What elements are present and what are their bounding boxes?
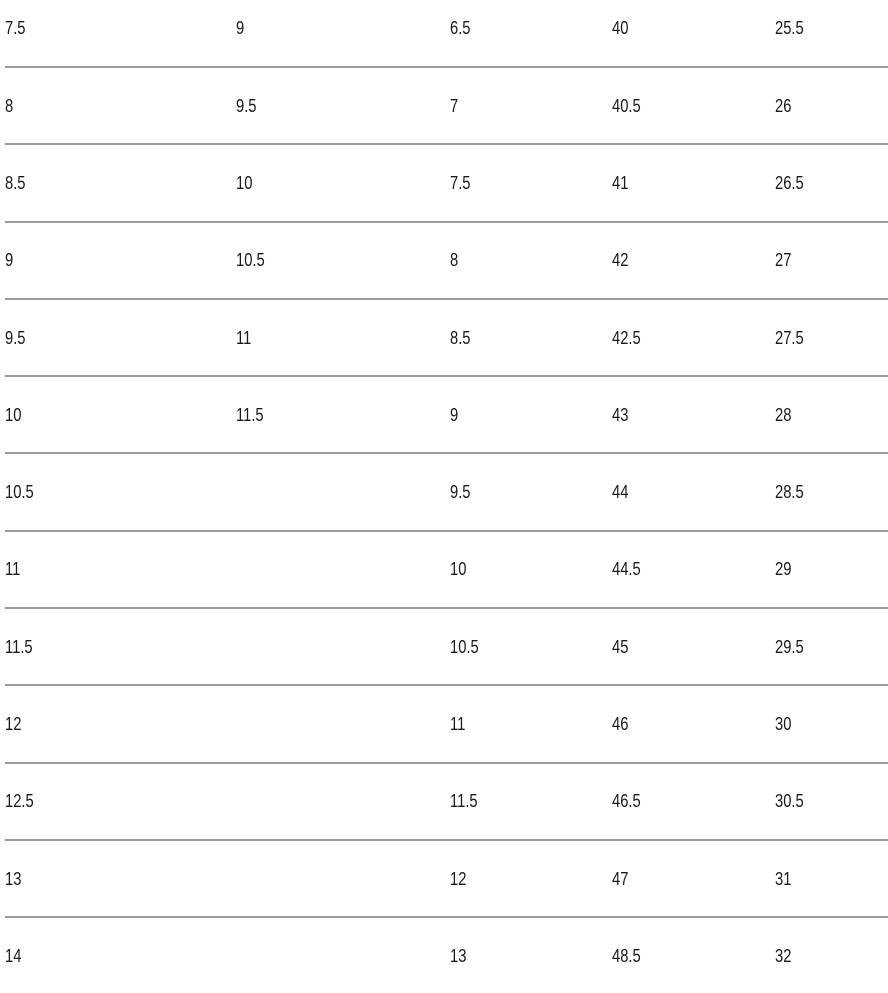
- size-value: 13: [450, 945, 467, 966]
- size-value: 7: [450, 95, 459, 116]
- table-cell: [612, 377, 775, 452]
- table-cell: [775, 377, 888, 452]
- size-value: 10.5: [236, 250, 265, 271]
- table-cell: [775, 0, 888, 66]
- table-cell: [236, 918, 450, 993]
- size-value: 30.5: [775, 791, 804, 812]
- table-cell: [450, 0, 612, 66]
- size-value: 12: [5, 714, 22, 735]
- size-value: 32: [775, 945, 792, 966]
- table-cell: [450, 377, 612, 452]
- table-cell: [612, 764, 775, 839]
- table-cell: [5, 145, 236, 220]
- table-cell: [775, 609, 888, 684]
- table-row: [5, 145, 888, 222]
- table-cell: [612, 145, 775, 220]
- table-cell: [612, 0, 775, 66]
- table-cell: [775, 918, 888, 993]
- size-value: 27.5: [775, 327, 804, 348]
- table-cell: [236, 686, 450, 761]
- size-value: 47: [612, 868, 629, 889]
- table-row: [5, 377, 888, 454]
- size-value: 6.5: [450, 18, 471, 39]
- table-row: [5, 764, 888, 841]
- table-cell: [450, 454, 612, 529]
- table-cell: [5, 686, 236, 761]
- size-value: 29.5: [775, 636, 804, 657]
- size-value: 31: [775, 868, 792, 889]
- table-cell: [775, 686, 888, 761]
- table-cell: [775, 764, 888, 839]
- size-value: 42: [612, 250, 629, 271]
- size-value: 11: [5, 559, 21, 580]
- table-cell: [5, 764, 236, 839]
- table-row: [5, 532, 888, 609]
- size-value: 14: [5, 945, 22, 966]
- table-cell: [5, 300, 236, 375]
- size-conversion-table: [5, 0, 888, 993]
- size-value: 11.5: [5, 636, 33, 657]
- table-cell: [450, 68, 612, 143]
- table-cell: [775, 300, 888, 375]
- size-value: 8: [5, 95, 14, 116]
- size-value: 10: [450, 559, 467, 580]
- table-cell: [450, 223, 612, 298]
- table-cell: [612, 532, 775, 607]
- table-row: [5, 454, 888, 531]
- table-cell: [775, 454, 888, 529]
- table-cell: [236, 68, 450, 143]
- table-cell: [612, 223, 775, 298]
- table-cell: [450, 145, 612, 220]
- size-value: 12.5: [5, 791, 34, 812]
- table-cell: [236, 609, 450, 684]
- size-value: 26.5: [775, 172, 804, 193]
- table-cell: [236, 841, 450, 916]
- size-value: 46.5: [612, 791, 641, 812]
- table-cell: [5, 68, 236, 143]
- size-value: 8: [450, 250, 459, 271]
- size-value: 9: [5, 250, 14, 271]
- table-cell: [236, 454, 450, 529]
- size-value: 44.5: [612, 559, 641, 580]
- table-cell: [236, 223, 450, 298]
- size-value: 9: [450, 404, 459, 425]
- table-cell: [450, 918, 612, 993]
- table-cell: [450, 841, 612, 916]
- table-cell: [236, 300, 450, 375]
- table-cell: [775, 841, 888, 916]
- table-cell: [450, 300, 612, 375]
- size-value: 11: [236, 327, 252, 348]
- table-cell: [5, 532, 236, 607]
- table-row: [5, 686, 888, 763]
- size-value: 26: [775, 95, 792, 116]
- table-cell: [612, 300, 775, 375]
- table-cell: [612, 686, 775, 761]
- size-value: 13: [5, 868, 22, 889]
- size-value: 45: [612, 636, 629, 657]
- table-cell: [450, 686, 612, 761]
- table-cell: [612, 68, 775, 143]
- table-cell: [5, 0, 236, 66]
- table-cell: [5, 223, 236, 298]
- size-value: 46: [612, 714, 629, 735]
- table-cell: [775, 223, 888, 298]
- size-value: 10.5: [450, 636, 479, 657]
- size-value: 40.5: [612, 95, 641, 116]
- size-value: 11: [450, 714, 466, 735]
- table-cell: [5, 377, 236, 452]
- size-value: 25.5: [775, 18, 804, 39]
- size-value: 29: [775, 559, 792, 580]
- table-cell: [236, 145, 450, 220]
- size-value: 9: [236, 18, 245, 39]
- size-value: 8.5: [450, 327, 471, 348]
- size-value: 7.5: [5, 18, 26, 39]
- table-row: [5, 841, 888, 918]
- size-value: 10: [236, 172, 253, 193]
- size-value: 48.5: [612, 945, 641, 966]
- table-cell: [612, 918, 775, 993]
- size-value: 11.5: [236, 404, 264, 425]
- size-value: 28: [775, 404, 792, 425]
- table-cell: [450, 764, 612, 839]
- table-cell: [5, 609, 236, 684]
- size-value: 8.5: [5, 172, 26, 193]
- table-cell: [236, 532, 450, 607]
- table-cell: [450, 609, 612, 684]
- table-cell: [5, 918, 236, 993]
- table-cell: [236, 764, 450, 839]
- size-value: 9.5: [236, 95, 257, 116]
- table-row: [5, 68, 888, 145]
- table-cell: [236, 0, 450, 66]
- table-row: [5, 300, 888, 377]
- size-value: 27: [775, 250, 792, 271]
- size-value: 12: [450, 868, 467, 889]
- size-value: 10: [5, 404, 22, 425]
- table-row: [5, 223, 888, 300]
- table-row: [5, 918, 888, 993]
- table-cell: [612, 609, 775, 684]
- table-cell: [612, 454, 775, 529]
- size-value: 43: [612, 404, 629, 425]
- table-cell: [450, 532, 612, 607]
- table-cell: [5, 454, 236, 529]
- size-value: 7.5: [450, 172, 471, 193]
- table-cell: [775, 145, 888, 220]
- size-value: 10.5: [5, 482, 34, 503]
- size-value: 9.5: [450, 482, 471, 503]
- size-value: 9.5: [5, 327, 26, 348]
- size-value: 42.5: [612, 327, 641, 348]
- size-value: 28.5: [775, 482, 804, 503]
- table-cell: [775, 68, 888, 143]
- size-value: 40: [612, 18, 629, 39]
- size-value: 44: [612, 482, 629, 503]
- table-cell: [236, 377, 450, 452]
- table-cell: [775, 532, 888, 607]
- size-value: 11.5: [450, 791, 478, 812]
- table-row: [5, 0, 888, 68]
- size-value: 30: [775, 714, 792, 735]
- table-cell: [5, 841, 236, 916]
- table-cell: [612, 841, 775, 916]
- table-row: [5, 609, 888, 686]
- size-value: 41: [612, 172, 629, 193]
